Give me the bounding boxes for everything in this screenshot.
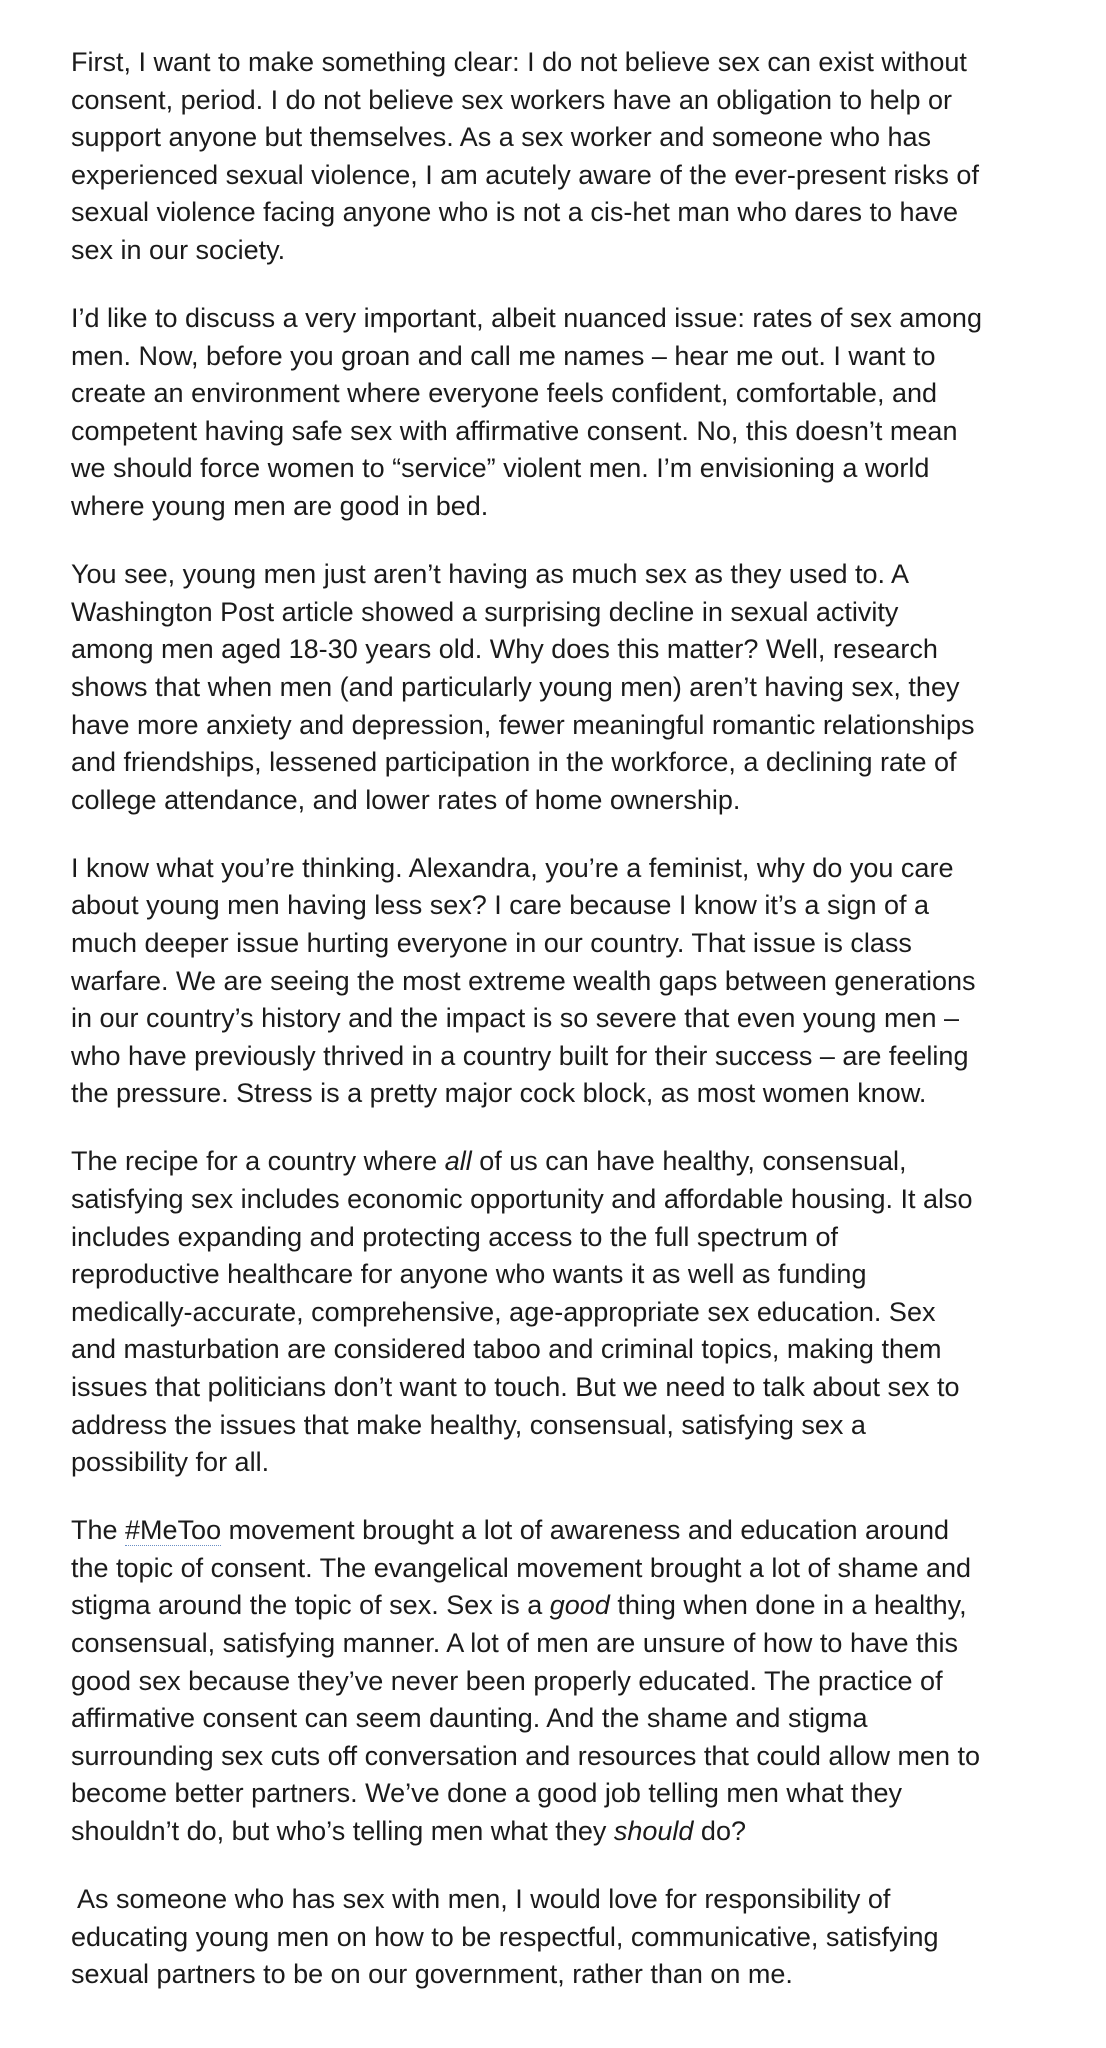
text-segment: sex in our society. <box>71 234 286 265</box>
text-segment: thing when done in a healthy, <box>609 1590 967 1621</box>
text-line <box>71 1369 1071 1407</box>
text-segment: about young men having less sex? I care because I know it’s a sign of a <box>71 890 930 921</box>
text-segment: Washington Post article showed a surprising decline in sexual activity <box>71 596 899 627</box>
text-segment: You see, young men just aren’t having as much sex as they used to. A <box>71 559 910 590</box>
article-body <box>71 44 1071 2024</box>
text-segment: create an environment where everyone feels confident, comfortable, and <box>71 378 938 409</box>
text-segment: and friendships, lessened participation in the workforce, a declining rate of <box>71 747 957 778</box>
text-segment: medically-accurate, comprehensive, age-appropriate sex education. Sex <box>71 1296 936 1327</box>
text-segment: do? <box>693 1816 746 1847</box>
text-segment: support anyone but themselves. As a sex worker and someone who has <box>71 122 931 153</box>
text-segment: become better partners. We’ve done a good job telling men what they <box>71 1778 903 1809</box>
text-line <box>71 1919 1071 1957</box>
text-line <box>71 744 1071 782</box>
text-segment: As someone who has sex with men, I would love for responsibility of <box>71 1884 891 1915</box>
text-line <box>71 1219 1071 1257</box>
text-line <box>71 82 1071 120</box>
text-segment: educating young men on how to be respectful, communicative, satisfying <box>71 1921 939 1952</box>
text-line <box>71 413 1071 451</box>
text-segment: warfare. We are seeing the most extreme wealth gaps between generations <box>71 965 976 996</box>
text-segment: First, I want to make something clear: I do not believe sex can exist without <box>71 47 967 77</box>
text-segment: address the issues that make healthy, consensual, satisfying sex a <box>71 1409 866 1440</box>
text-line <box>71 963 1071 1001</box>
text-line <box>71 1700 1071 1738</box>
text-segment: shows that when men (and particularly young men) aren’t having sex, they <box>71 671 960 702</box>
text-segment: stigma around the topic of sex. Sex is a <box>71 1590 550 1621</box>
text-line <box>71 1038 1071 1076</box>
text-line <box>71 669 1071 707</box>
text-segment: The <box>71 1515 126 1546</box>
text-segment: of us can have healthy, consensual, <box>471 1146 907 1177</box>
paragraph <box>71 556 1071 819</box>
text-line <box>71 338 1071 376</box>
text-line <box>71 925 1071 963</box>
text-segment: sexual violence facing anyone who is not a cis-het man who dares to have <box>71 197 959 228</box>
italic-text: all <box>444 1146 472 1177</box>
text-line <box>71 1625 1071 1663</box>
text-line <box>71 1738 1071 1776</box>
italic-text: should <box>613 1816 694 1847</box>
text-segment: possibility for all. <box>71 1447 270 1478</box>
text-line <box>71 157 1071 195</box>
text-line <box>71 450 1071 488</box>
text-line <box>71 782 1071 820</box>
text-line <box>71 1294 1071 1332</box>
italic-text: good <box>549 1590 610 1621</box>
paragraph <box>71 1512 1071 1850</box>
text-segment: college attendance, and lower rates of home ownership. <box>71 784 741 815</box>
text-segment: who have previously thrived in a country built for their success – are feeling <box>71 1040 969 1071</box>
text-segment: surrounding sex cuts off conversation and resources that could allow men to <box>71 1740 981 1771</box>
text-line <box>71 1813 1071 1851</box>
text-line <box>71 1075 1071 1113</box>
text-line <box>71 631 1071 669</box>
text-line <box>71 594 1071 632</box>
text-line <box>71 194 1071 232</box>
text-line <box>71 1663 1071 1701</box>
text-segment: The recipe for a country where <box>71 1146 445 1177</box>
metoo-link[interactable]: #MeToo <box>125 1515 222 1546</box>
text-segment: in our country’s history and the impact is so severe that even young men – <box>71 1003 959 1034</box>
text-line <box>71 1512 1071 1550</box>
text-segment: much deeper issue hurting everyone in our country. That issue is class <box>71 927 912 958</box>
text-segment: issues that politicians don’t want to touch. But we need to talk about sex to <box>71 1372 960 1402</box>
text-line <box>71 1956 1071 1994</box>
text-line <box>71 1256 1071 1294</box>
text-segment: shouldn’t do, but who’s telling men what they <box>71 1816 614 1847</box>
text-line <box>71 300 1071 338</box>
text-line <box>71 887 1071 925</box>
text-line <box>71 375 1071 413</box>
text-line <box>71 1881 1071 1919</box>
text-line <box>71 1407 1071 1445</box>
text-line <box>71 1587 1071 1625</box>
text-segment: the topic of consent. The evangelical movement brought a lot of shame and <box>71 1552 972 1583</box>
text-segment: good sex because they’ve never been properly educated. The practice of <box>71 1665 943 1696</box>
paragraph <box>71 44 1071 270</box>
text-line <box>71 1143 1071 1181</box>
text-segment: satisfying sex includes economic opportunity and affordable housing. It also <box>71 1184 973 1215</box>
text-line <box>71 44 1071 82</box>
text-line <box>71 119 1071 157</box>
text-segment: sexual partners to be on our government, rather than on me. <box>71 1959 793 1990</box>
text-segment: and masturbation are considered taboo and criminal topics, making them <box>71 1334 942 1365</box>
text-segment: among men aged 18-30 years old. Why does this matter? Well, research <box>71 634 938 665</box>
paragraph <box>71 1143 1071 1481</box>
text-segment: men. Now, before you groan and call me names – hear me out. I want to <box>71 340 936 371</box>
text-segment: I know what you’re thinking. Alexandra, you’re a feminist, why do you care <box>71 852 954 883</box>
text-segment: have more anxiety and depression, fewer meaningful romantic relationships <box>71 709 975 740</box>
text-line <box>71 1550 1071 1588</box>
text-segment: consensual, satisfying manner. A lot of men are unsure of how to have this <box>71 1628 959 1659</box>
text-segment: competent having safe sex with affirmative consent. No, this doesn’t mean <box>71 415 958 446</box>
text-line <box>71 556 1071 594</box>
text-line <box>71 232 1071 270</box>
text-segment: reproductive healthcare for anyone who wants it as well as funding <box>71 1259 867 1290</box>
text-line <box>71 850 1071 888</box>
paragraph <box>71 850 1071 1113</box>
text-segment: consent, period. I do not believe sex workers have an obligation to help or <box>71 84 953 115</box>
text-segment: experienced sexual violence, I am acutely aware of the ever-present risks of <box>71 159 979 190</box>
text-segment: affirmative consent can seem daunting. And the shame and stigma <box>71 1703 868 1734</box>
text-line <box>71 1000 1071 1038</box>
text-segment: movement brought a lot of awareness and education around <box>221 1515 950 1546</box>
paragraph <box>71 300 1071 526</box>
text-line <box>71 488 1071 526</box>
text-line <box>71 707 1071 745</box>
text-segment: where young men are good in bed. <box>71 491 489 522</box>
text-line <box>71 1444 1071 1482</box>
paragraph <box>71 1881 1071 1994</box>
text-line <box>71 1181 1071 1219</box>
text-segment: we should force women to “service” violent men. I’m envisioning a world <box>71 453 930 484</box>
text-line <box>71 1331 1071 1369</box>
text-line <box>71 1775 1071 1813</box>
text-segment: the pressure. Stress is a pretty major cock block, as most women know. <box>71 1078 927 1109</box>
text-segment: includes expanding and protecting access to the full spectrum of <box>71 1221 838 1252</box>
text-segment: I’d like to discuss a very important, albeit nuanced issue: rates of sex among <box>71 303 982 334</box>
